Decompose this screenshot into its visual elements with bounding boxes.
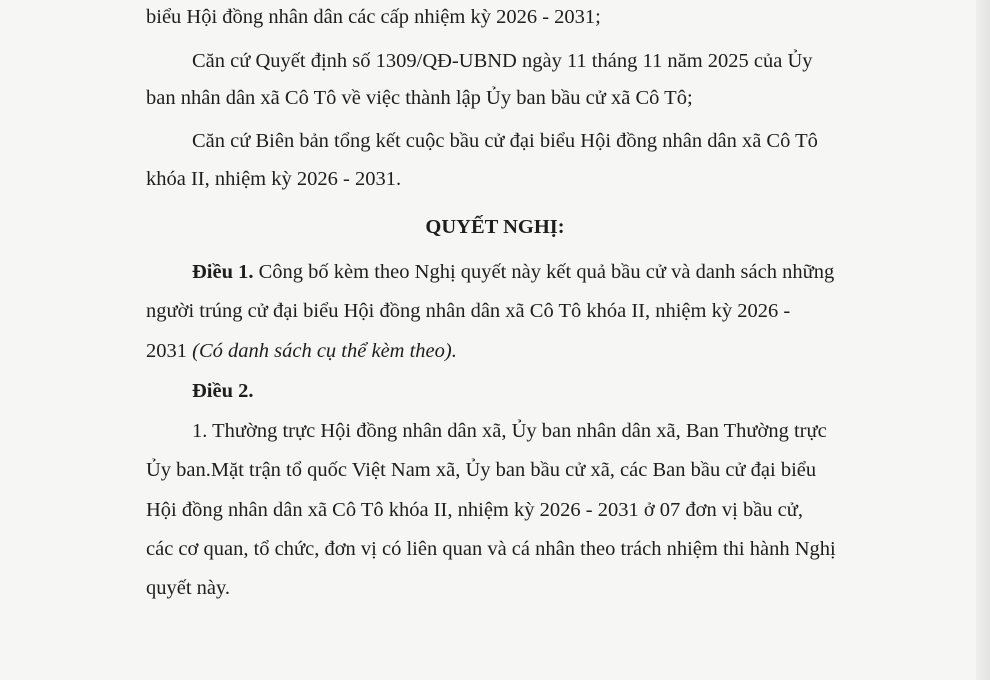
text-line: người trúng cử đại biểu Hội đồng nhân dân xã Cô Tô khóa II, nhiệm kỳ 2026 -: [146, 300, 791, 322]
text-span: 2031: [146, 340, 193, 362]
text-line: các cơ quan, tổ chức, đơn vị có liên quan và cá nhân theo trách nhiệm thi hành Nghị: [146, 538, 836, 560]
article-1-line: [192, 259, 834, 285]
text-line: quyết này.: [146, 577, 231, 599]
text-line: Căn cứ Quyết định số 1309/QĐ-UBND ngày 11 tháng 11 năm 2025 của Ủy: [192, 50, 813, 72]
article-1-text: Công bố kèm theo Nghị quyết này kết quả bầu cử và danh sách những: [253, 261, 835, 283]
text-line: [146, 338, 457, 364]
text-line: khóa II, nhiệm kỳ 2026 - 2031.: [146, 168, 402, 190]
text-line: Hội đồng nhân dân xã Cô Tô khóa II, nhiệm kỳ 2026 - 2031 ở 07 đơn vị bầu cử,: [146, 499, 804, 521]
text-line: Ủy ban.Mặt trận tổ quốc Việt Nam xã, Ủy ban bầu cử xã, các Ban bầu cử đại biểu: [146, 459, 817, 481]
section-heading: QUYẾT NGHỊ:: [425, 216, 565, 238]
article-2-label: Điều 2.: [192, 380, 254, 402]
text-line: biểu Hội đồng nhân dân các cấp nhiệm kỳ 2026 - 2031;: [146, 6, 601, 28]
text-line: 1. Thường trực Hội đồng nhân dân xã, Ủy ban nhân dân xã, Ban Thường trực: [192, 420, 827, 442]
text-line: Căn cứ Biên bản tổng kết cuộc bầu cử đại biểu Hội đồng nhân dân xã Cô Tô: [192, 130, 818, 152]
italic-note: (Có danh sách cụ thể kèm theo).: [192, 340, 457, 362]
article-1-label: Điều 1.: [192, 261, 254, 283]
text-line: ban nhân dân xã Cô Tô về việc thành lập Ủy ban bầu cử xã Cô Tô;: [146, 87, 693, 109]
